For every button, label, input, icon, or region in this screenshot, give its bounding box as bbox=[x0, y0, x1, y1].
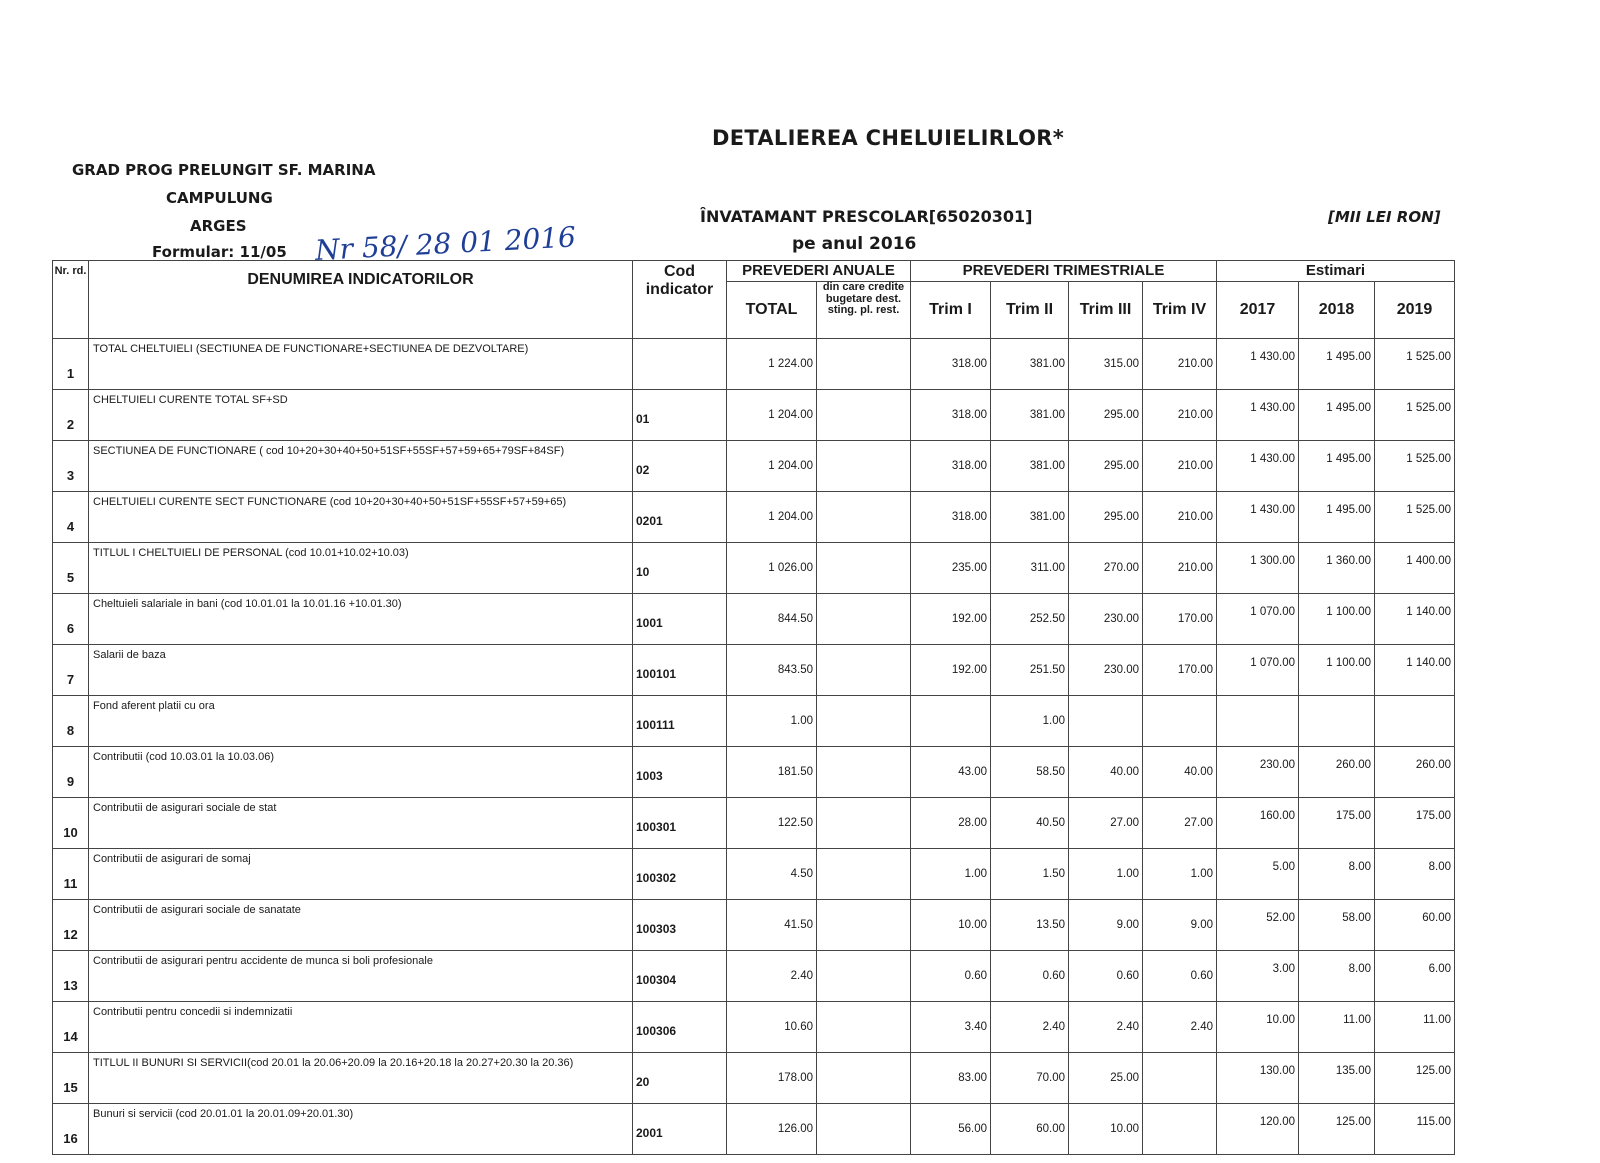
cell-estimare-2017: 130.00 bbox=[1217, 1053, 1299, 1104]
cell-cod: 100301 bbox=[633, 798, 727, 849]
cell-credite bbox=[817, 849, 911, 900]
cell-cod: 100304 bbox=[633, 951, 727, 1002]
table-row bbox=[53, 1104, 1455, 1155]
cell-nr: 13 bbox=[53, 951, 89, 1002]
expense-detail-table bbox=[52, 260, 1455, 1155]
cell-trim-2: 13.50 bbox=[991, 900, 1069, 951]
col-header-nr: Nr. rd. bbox=[53, 261, 89, 339]
cell-cod: 1001 bbox=[633, 594, 727, 645]
cell-name: TOTAL CHELTUIELI (SECTIUNEA DE FUNCTIONARE+SECTIUNEA DE DEZVOLTARE) bbox=[89, 339, 633, 390]
cell-estimare-2017: 52.00 bbox=[1217, 900, 1299, 951]
cell-estimare-2018: 175.00 bbox=[1299, 798, 1375, 849]
cell-total: 1 026.00 bbox=[727, 543, 817, 594]
col-header-trim-1: Trim I bbox=[911, 282, 991, 339]
cell-trim-3: 295.00 bbox=[1069, 390, 1143, 441]
cell-credite bbox=[817, 543, 911, 594]
cell-estimare-2017: 120.00 bbox=[1217, 1104, 1299, 1155]
table-row bbox=[53, 441, 1455, 492]
cell-total: 181.50 bbox=[727, 747, 817, 798]
table-row bbox=[53, 339, 1455, 390]
cell-trim-1: 235.00 bbox=[911, 543, 991, 594]
cell-cod: 10 bbox=[633, 543, 727, 594]
cell-estimare-2017: 160.00 bbox=[1217, 798, 1299, 849]
table-row bbox=[53, 849, 1455, 900]
cell-estimare-2019: 8.00 bbox=[1375, 849, 1455, 900]
cell-name: Contributii de asigurari sociale de sanatate bbox=[89, 900, 633, 951]
cell-name: Contributii de asigurari de somaj bbox=[89, 849, 633, 900]
cell-estimare-2018: 1 100.00 bbox=[1299, 594, 1375, 645]
cell-estimare-2018: 1 100.00 bbox=[1299, 645, 1375, 696]
table-row bbox=[53, 543, 1455, 594]
cell-estimare-2019: 1 140.00 bbox=[1375, 645, 1455, 696]
cell-estimare-2017: 3.00 bbox=[1217, 951, 1299, 1002]
cell-nr: 3 bbox=[53, 441, 89, 492]
cell-nr: 10 bbox=[53, 798, 89, 849]
cell-trim-4 bbox=[1143, 1104, 1217, 1155]
col-group-prevederi-anuale: PREVEDERI ANUALE bbox=[727, 261, 911, 282]
cell-trim-3: 295.00 bbox=[1069, 492, 1143, 543]
cell-estimare-2018: 135.00 bbox=[1299, 1053, 1375, 1104]
cell-trim-1: 1.00 bbox=[911, 849, 991, 900]
cell-nr: 15 bbox=[53, 1053, 89, 1104]
cell-estimare-2019: 260.00 bbox=[1375, 747, 1455, 798]
cell-estimare-2019: 115.00 bbox=[1375, 1104, 1455, 1155]
cell-trim-1: 192.00 bbox=[911, 594, 991, 645]
budget-chapter: ÎNVATAMANT PRESCOLAR[65020301] bbox=[700, 207, 1033, 226]
document-title: DETALIEREA CHELUIELIRLOR* bbox=[712, 126, 1065, 150]
cell-name: TITLUL II BUNURI SI SERVICII(cod 20.01 la 20.06+20.09 la 20.16+20.18 la 20.27+20.30 la 20.36) bbox=[89, 1053, 633, 1104]
cell-estimare-2017: 10.00 bbox=[1217, 1002, 1299, 1053]
cell-trim-4: 0.60 bbox=[1143, 951, 1217, 1002]
cell-estimare-2017: 230.00 bbox=[1217, 747, 1299, 798]
col-group-estimari: Estimari bbox=[1217, 261, 1455, 282]
cell-estimare-2018: 58.00 bbox=[1299, 900, 1375, 951]
cell-trim-3: 230.00 bbox=[1069, 594, 1143, 645]
cell-nr: 1 bbox=[53, 339, 89, 390]
cell-credite bbox=[817, 900, 911, 951]
col-header-trim-3: Trim III bbox=[1069, 282, 1143, 339]
cell-trim-3: 10.00 bbox=[1069, 1104, 1143, 1155]
table-row bbox=[53, 492, 1455, 543]
cell-cod: 100302 bbox=[633, 849, 727, 900]
cell-trim-4: 170.00 bbox=[1143, 645, 1217, 696]
cell-name: Fond aferent platii cu ora bbox=[89, 696, 633, 747]
cell-total: 10.60 bbox=[727, 1002, 817, 1053]
cell-cod bbox=[633, 339, 727, 390]
cell-nr: 9 bbox=[53, 747, 89, 798]
table-row bbox=[53, 390, 1455, 441]
cell-total: 1 204.00 bbox=[727, 441, 817, 492]
cell-estimare-2017: 1 070.00 bbox=[1217, 645, 1299, 696]
cell-trim-3: 230.00 bbox=[1069, 645, 1143, 696]
cell-credite bbox=[817, 339, 911, 390]
col-header-2019: 2019 bbox=[1375, 282, 1455, 339]
cell-trim-3: 270.00 bbox=[1069, 543, 1143, 594]
cell-total: 126.00 bbox=[727, 1104, 817, 1155]
cell-estimare-2019 bbox=[1375, 696, 1455, 747]
cell-name: CHELTUIELI CURENTE SECT FUNCTIONARE (cod 10+20+30+40+50+51SF+55SF+57+59+65) bbox=[89, 492, 633, 543]
table-row bbox=[53, 951, 1455, 1002]
cell-trim-1: 318.00 bbox=[911, 390, 991, 441]
organization-city: CAMPULUNG bbox=[166, 189, 273, 207]
table-row bbox=[53, 798, 1455, 849]
cell-cod: 100101 bbox=[633, 645, 727, 696]
col-header-total: TOTAL bbox=[727, 282, 817, 339]
cell-estimare-2018: 125.00 bbox=[1299, 1104, 1375, 1155]
cell-trim-2: 1.50 bbox=[991, 849, 1069, 900]
cell-trim-2: 381.00 bbox=[991, 390, 1069, 441]
cell-credite bbox=[817, 492, 911, 543]
cell-credite bbox=[817, 594, 911, 645]
cell-name: Contributii de asigurari sociale de stat bbox=[89, 798, 633, 849]
cell-trim-1: 318.00 bbox=[911, 492, 991, 543]
cell-cod: 2001 bbox=[633, 1104, 727, 1155]
cell-name: Contributii (cod 10.03.01 la 10.03.06) bbox=[89, 747, 633, 798]
cell-trim-4: 2.40 bbox=[1143, 1002, 1217, 1053]
cell-total: 4.50 bbox=[727, 849, 817, 900]
cell-trim-3: 295.00 bbox=[1069, 441, 1143, 492]
cell-total: 1.00 bbox=[727, 696, 817, 747]
cell-credite bbox=[817, 390, 911, 441]
cell-estimare-2017: 5.00 bbox=[1217, 849, 1299, 900]
cell-estimare-2019: 1 525.00 bbox=[1375, 390, 1455, 441]
cell-nr: 6 bbox=[53, 594, 89, 645]
cell-total: 178.00 bbox=[727, 1053, 817, 1104]
cell-nr: 4 bbox=[53, 492, 89, 543]
cell-total: 1 224.00 bbox=[727, 339, 817, 390]
cell-nr: 5 bbox=[53, 543, 89, 594]
cell-credite bbox=[817, 645, 911, 696]
col-header-trim-4: Trim IV bbox=[1143, 282, 1217, 339]
cell-estimare-2019: 125.00 bbox=[1375, 1053, 1455, 1104]
cell-trim-1: 3.40 bbox=[911, 1002, 991, 1053]
cell-trim-4: 40.00 bbox=[1143, 747, 1217, 798]
cell-estimare-2018: 1 495.00 bbox=[1299, 390, 1375, 441]
cell-cod: 02 bbox=[633, 441, 727, 492]
cell-trim-4: 170.00 bbox=[1143, 594, 1217, 645]
handwritten-registration-note: Nr 58/ 28 01 2016 bbox=[314, 220, 577, 267]
cell-trim-2: 40.50 bbox=[991, 798, 1069, 849]
cell-trim-2: 381.00 bbox=[991, 339, 1069, 390]
cell-trim-4: 27.00 bbox=[1143, 798, 1217, 849]
currency-unit: [MII LEI RON] bbox=[1328, 208, 1441, 226]
cell-estimare-2019: 6.00 bbox=[1375, 951, 1455, 1002]
cell-name: Contributii pentru concedii si indemnizatii bbox=[89, 1002, 633, 1053]
cell-credite bbox=[817, 1104, 911, 1155]
cell-trim-2: 60.00 bbox=[991, 1104, 1069, 1155]
cell-nr: 8 bbox=[53, 696, 89, 747]
cell-trim-4: 210.00 bbox=[1143, 492, 1217, 543]
table-body bbox=[53, 339, 1455, 1155]
cell-trim-2: 70.00 bbox=[991, 1053, 1069, 1104]
cell-cod: 0201 bbox=[633, 492, 727, 543]
cell-estimare-2019: 1 140.00 bbox=[1375, 594, 1455, 645]
cell-cod: 100111 bbox=[633, 696, 727, 747]
cell-trim-4: 1.00 bbox=[1143, 849, 1217, 900]
organization-name: GRAD PROG PRELUNGIT SF. MARINA bbox=[72, 161, 376, 179]
cell-credite bbox=[817, 1002, 911, 1053]
cell-estimare-2017: 1 430.00 bbox=[1217, 390, 1299, 441]
cell-total: 2.40 bbox=[727, 951, 817, 1002]
form-number: Formular: 11/05 bbox=[152, 243, 287, 261]
cell-estimare-2019: 60.00 bbox=[1375, 900, 1455, 951]
cell-estimare-2019: 1 525.00 bbox=[1375, 441, 1455, 492]
cell-trim-2: 381.00 bbox=[991, 441, 1069, 492]
table-row bbox=[53, 594, 1455, 645]
cell-trim-1: 56.00 bbox=[911, 1104, 991, 1155]
cell-trim-3 bbox=[1069, 696, 1143, 747]
cell-estimare-2019: 1 400.00 bbox=[1375, 543, 1455, 594]
cell-trim-4 bbox=[1143, 1053, 1217, 1104]
cell-nr: 7 bbox=[53, 645, 89, 696]
cell-name: SECTIUNEA DE FUNCTIONARE ( cod 10+20+30+40+50+51SF+55SF+57+59+65+79SF+84SF) bbox=[89, 441, 633, 492]
cell-trim-2: 381.00 bbox=[991, 492, 1069, 543]
col-header-cod: Cod indicator bbox=[633, 261, 727, 339]
cell-estimare-2017: 1 430.00 bbox=[1217, 441, 1299, 492]
col-header-2018: 2018 bbox=[1299, 282, 1375, 339]
col-header-trim-2: Trim II bbox=[991, 282, 1069, 339]
cell-trim-1 bbox=[911, 696, 991, 747]
table-row bbox=[53, 1002, 1455, 1053]
cell-credite bbox=[817, 747, 911, 798]
cell-trim-2: 311.00 bbox=[991, 543, 1069, 594]
cell-trim-3: 9.00 bbox=[1069, 900, 1143, 951]
cell-name: TITLUL I CHELTUIELI DE PERSONAL (cod 10.01+10.02+10.03) bbox=[89, 543, 633, 594]
cell-trim-3: 25.00 bbox=[1069, 1053, 1143, 1104]
cell-trim-1: 318.00 bbox=[911, 441, 991, 492]
cell-trim-2: 0.60 bbox=[991, 951, 1069, 1002]
cell-estimare-2017 bbox=[1217, 696, 1299, 747]
cell-estimare-2018: 1 495.00 bbox=[1299, 441, 1375, 492]
cell-total: 844.50 bbox=[727, 594, 817, 645]
cell-total: 41.50 bbox=[727, 900, 817, 951]
organization-county: ARGES bbox=[190, 217, 247, 235]
cell-trim-2: 2.40 bbox=[991, 1002, 1069, 1053]
cell-name: Contributii de asigurari pentru accidente de munca si boli profesionale bbox=[89, 951, 633, 1002]
cell-name: Salarii de baza bbox=[89, 645, 633, 696]
cell-nr: 14 bbox=[53, 1002, 89, 1053]
cell-trim-1: 0.60 bbox=[911, 951, 991, 1002]
cell-estimare-2019: 1 525.00 bbox=[1375, 339, 1455, 390]
table-row bbox=[53, 696, 1455, 747]
cell-estimare-2018 bbox=[1299, 696, 1375, 747]
cell-trim-2: 251.50 bbox=[991, 645, 1069, 696]
cell-trim-4 bbox=[1143, 696, 1217, 747]
table-row bbox=[53, 1053, 1455, 1104]
cell-trim-1: 28.00 bbox=[911, 798, 991, 849]
cell-estimare-2018: 1 495.00 bbox=[1299, 339, 1375, 390]
cell-nr: 11 bbox=[53, 849, 89, 900]
cell-trim-1: 318.00 bbox=[911, 339, 991, 390]
cell-trim-2: 252.50 bbox=[991, 594, 1069, 645]
cell-estimare-2018: 8.00 bbox=[1299, 951, 1375, 1002]
cell-trim-4: 210.00 bbox=[1143, 543, 1217, 594]
cell-nr: 2 bbox=[53, 390, 89, 441]
table-row bbox=[53, 900, 1455, 951]
table-row bbox=[53, 645, 1455, 696]
cell-trim-4: 210.00 bbox=[1143, 339, 1217, 390]
cell-credite bbox=[817, 1053, 911, 1104]
cell-name: CHELTUIELI CURENTE TOTAL SF+SD bbox=[89, 390, 633, 441]
cell-credite bbox=[817, 696, 911, 747]
cell-estimare-2019: 1 525.00 bbox=[1375, 492, 1455, 543]
cell-trim-3: 315.00 bbox=[1069, 339, 1143, 390]
cell-trim-1: 43.00 bbox=[911, 747, 991, 798]
cell-credite bbox=[817, 798, 911, 849]
col-header-credite: din care credite bugetare dest. sting. pl. rest. bbox=[817, 282, 911, 339]
table-row bbox=[53, 747, 1455, 798]
cell-total: 1 204.00 bbox=[727, 390, 817, 441]
cell-estimare-2017: 1 430.00 bbox=[1217, 492, 1299, 543]
cell-total: 122.50 bbox=[727, 798, 817, 849]
cell-estimare-2018: 11.00 bbox=[1299, 1002, 1375, 1053]
cell-cod: 01 bbox=[633, 390, 727, 441]
cell-estimare-2017: 1 070.00 bbox=[1217, 594, 1299, 645]
cell-trim-4: 210.00 bbox=[1143, 390, 1217, 441]
table-header-row-group bbox=[53, 261, 1455, 282]
cell-cod: 20 bbox=[633, 1053, 727, 1104]
cell-trim-4: 9.00 bbox=[1143, 900, 1217, 951]
cell-estimare-2017: 1 430.00 bbox=[1217, 339, 1299, 390]
cell-trim-2: 58.50 bbox=[991, 747, 1069, 798]
cell-total: 1 204.00 bbox=[727, 492, 817, 543]
cell-name: Cheltuieli salariale in bani (cod 10.01.01 la 10.01.16 +10.01.30) bbox=[89, 594, 633, 645]
cell-trim-1: 10.00 bbox=[911, 900, 991, 951]
cell-estimare-2018: 260.00 bbox=[1299, 747, 1375, 798]
cell-cod: 100306 bbox=[633, 1002, 727, 1053]
cell-trim-4: 210.00 bbox=[1143, 441, 1217, 492]
cell-trim-3: 27.00 bbox=[1069, 798, 1143, 849]
cell-total: 843.50 bbox=[727, 645, 817, 696]
cell-trim-3: 0.60 bbox=[1069, 951, 1143, 1002]
cell-estimare-2018: 8.00 bbox=[1299, 849, 1375, 900]
cell-estimare-2018: 1 360.00 bbox=[1299, 543, 1375, 594]
cell-estimare-2019: 175.00 bbox=[1375, 798, 1455, 849]
cell-trim-3: 1.00 bbox=[1069, 849, 1143, 900]
cell-cod: 1003 bbox=[633, 747, 727, 798]
cell-trim-3: 40.00 bbox=[1069, 747, 1143, 798]
cell-trim-1: 192.00 bbox=[911, 645, 991, 696]
cell-trim-2: 1.00 bbox=[991, 696, 1069, 747]
cell-cod: 100303 bbox=[633, 900, 727, 951]
budget-year: pe anul 2016 bbox=[792, 234, 917, 254]
cell-nr: 12 bbox=[53, 900, 89, 951]
cell-credite bbox=[817, 951, 911, 1002]
col-header-2017: 2017 bbox=[1217, 282, 1299, 339]
cell-nr: 16 bbox=[53, 1104, 89, 1155]
cell-trim-3: 2.40 bbox=[1069, 1002, 1143, 1053]
col-group-prevederi-trimestriale: PREVEDERI TRIMESTRIALE bbox=[911, 261, 1217, 282]
col-header-name: DENUMIREA INDICATORILOR bbox=[89, 261, 633, 339]
cell-estimare-2018: 1 495.00 bbox=[1299, 492, 1375, 543]
cell-estimare-2017: 1 300.00 bbox=[1217, 543, 1299, 594]
cell-trim-1: 83.00 bbox=[911, 1053, 991, 1104]
cell-name: Bunuri si servicii (cod 20.01.01 la 20.01.09+20.01.30) bbox=[89, 1104, 633, 1155]
cell-estimare-2019: 11.00 bbox=[1375, 1002, 1455, 1053]
cell-credite bbox=[817, 441, 911, 492]
